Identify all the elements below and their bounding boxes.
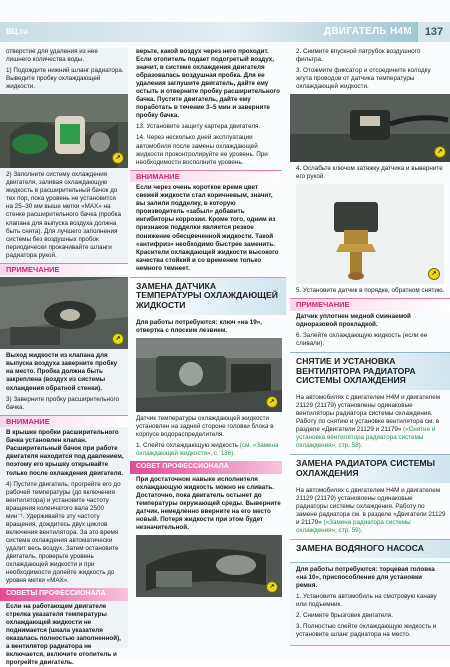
paragraph: 1) Подождите нижний шланг радиатора. Выведите пробку охлаждающей жидкости. [6, 67, 124, 91]
photo-connector [290, 94, 450, 162]
tip-heading: СОВЕТЫ ПРОФЕССИОНАЛА [0, 588, 128, 601]
warning-heading: ВНИМАНИЕ [130, 170, 282, 183]
column-right [290, 48, 450, 648]
photo-image [136, 535, 282, 597]
paragraph: Если на работающем двигателе стрелка указателя температуры охлаждающей жидкости не поднимается (шкала указателя оказалась полностью заполненной), а вентилятор радиатора не включается, включите отопитель и прогрейте двигатель. [6, 603, 121, 667]
paragraph: 13. Установите защиту картера двигателя. [136, 123, 261, 131]
step: 2. Снимите брызговик двигателя. [296, 611, 394, 619]
photo-image [0, 94, 128, 168]
paragraph: верьте, какой воздух через него проходит. Если отопитель подает подогретый воздух, значит, в системе охлаждения двигателя образовалась воздушная пробка. Для ее удаления заглушите двигатель, дайте ему остыть и отверните пробку расширительного бачка. Пустите двигатель, дайте ему поработать в течение 3–5 мин и заверните пробку бачка. [136, 48, 280, 120]
photo-air-intake [136, 535, 282, 597]
section-title: ДВИГАТЕЛЬ Н4М [323, 26, 412, 37]
photo-valve [0, 277, 128, 349]
paragraph [296, 487, 446, 535]
photo-marker: ↗ [434, 146, 446, 158]
section-heading-pump: ЗАМЕНА ВОДЯНОГО НАСОСА [290, 539, 450, 558]
paragraph [296, 394, 446, 450]
fan-text: На автомобилях с двигателем Н4М и двигателем 21129 (21179) установлены одинаковые вентиляторы радиатора системы охлаждения. Работу по снятию и установке вентилятора см. в разделе «Двигатели 21129 и 21179» [296, 394, 441, 434]
radiator-text: На автомобилях с двигателем Н4М и двигателем 21129 (21179) установлены одинаковые радиаторы системы охлаждения. Работу по замене радиатора см. в разделе «Двигатели 21129 и 21179» [296, 486, 446, 526]
note-heading: ПРИМЕЧАНИЕ [0, 263, 128, 276]
photo-sensor-part [296, 184, 444, 284]
warning-heading: ВНИМАНИЕ [0, 415, 128, 428]
paragraph [136, 442, 282, 458]
paragraph: 3. Отожмите фиксатор и отсоедините колодку жгута проводов от датчика температуры охлаждающей жидкости. [296, 67, 431, 91]
header-section-band [240, 22, 418, 42]
page-number: 137 [418, 22, 450, 42]
paragraph: В крышке пробки расширительного бачка установлен клапан. Расширительный бачок при работе двигателя находится под давлением, поэтому его крышку открывайте только после охлаждения двигателя. [6, 429, 124, 477]
photo-marker: ↗ [266, 396, 278, 408]
photo-marker: ↗ [428, 268, 440, 280]
tools-box [290, 562, 450, 646]
paragraph: Если через очень короткое время цвет свежей жидкости стал коричневым, значит, вы залили подделку, в которую производитель «забыл» добавить ингибиторы коррозии. Кроме того, одним из признаков подделки является резкое понижение обесцвеченной жидкости. Такой «антифриз» необходимо быстрее заменить. Красители охлаждающей жидкости высокого качества стойкий и со временем только немного темнеет. [136, 184, 279, 272]
note-heading: ПРИМЕЧАНИЕ [290, 298, 450, 311]
header-left-band [0, 22, 250, 42]
cross-reference-link[interactable]: (см. «Замена охлаждающей жидкости», с. 136). [136, 441, 279, 457]
column-middle [136, 48, 282, 648]
photo-sensor-location [136, 338, 282, 412]
paragraph: Датчик уплотнен медной сминаемой одноразовой прокладкой. [296, 312, 411, 329]
section-heading-fan: СНЯТИЕ И УСТАНОВКА ВЕНТИЛЯТОРА РАДИАТОРА СИСТЕМЫ ОХЛАЖДЕНИЯ [290, 352, 450, 390]
section-heading-sensor: ЗАМЕНА ДАТЧИКА ТЕМПЕРАТУРЫ ОХЛАЖДАЮЩЕЙ ЖИДКОСТИ [130, 277, 286, 315]
step: 1. Установите автомобиль на смотровую канаву или подъемник. [296, 592, 437, 608]
paragraph: 4. Ослабьте ключом затяжку датчика и выверните его рукой. [296, 165, 443, 181]
paragraph: 3) Заверните пробку расширительного бачка. [6, 395, 120, 411]
paragraph: 4) Пустите двигатель, прогрейте его до рабочей температуры (до включения вентилятора) и установите частоту вращения коленчатого вала 2500 мин⁻¹. Удерживайте эту частоту вращения, дождитесь двух циклов включения вентилятора. За это время система охлаждения автоматически удалит весь воздух. Затем остановите двигатель, проверьте уровень охлаждающей жидкости и при необходимости долейте жидкость до уровня метки «MAX». [6, 480, 121, 585]
step-text: 1. Слейте охлаждающую жидкость [136, 441, 240, 449]
paragraph: Выход жидкости из клапана для выпуска воздуха заверните пробку на место. Пробка должна быть закреплена (воздух из системы охлаждения обратной стенки). [6, 352, 118, 392]
photo-image [296, 184, 444, 284]
paragraph: 6. Залейте охлаждающую жидкость (если ее сливали). [296, 332, 428, 348]
photo-caption: Датчик температуры охлаждающей жидкости установлен на задней стороне головки блока в корпусе водораспределителя. [136, 414, 274, 438]
photo-image [290, 94, 450, 162]
tools-line: Для работы потребуются: торцевая головка «на 10», приспособление для установки ремня. [296, 565, 435, 589]
step: 3. Полностью слейте охлаждающую жидкость и установите шланг радиатора на место. [296, 622, 437, 638]
photo-image [136, 338, 282, 412]
paragraph: 2. Снимите впускной патрубок воздушного фильтра. [296, 48, 421, 64]
photo-image [0, 277, 128, 349]
photo-marker: ↗ [266, 581, 278, 593]
column-left [0, 48, 128, 667]
photo-reservoir [0, 94, 128, 168]
paragraph: 14. Через несколько дней эксплуатации автомобиля после замены охлаждающей жидкости проконтролируйте ее уровень. При необходимости восполните уровень. [136, 134, 268, 166]
tools-line: Для работы потребуются: ключ «на 19», отвертка с плоским лезвием. [136, 318, 263, 334]
site-logo: ВЦ.ru [6, 27, 28, 36]
photo-marker: ↗ [112, 152, 124, 164]
cross-reference-link[interactable]: («Снятие и установка вентилятора радиатора системы охлаждения», стр. 58). [296, 426, 436, 450]
tip-heading: СОВЕТ ПРОФЕССИОНАЛА [130, 461, 282, 474]
paragraph: 5. Установите датчик в порядке, обратном снятию. [296, 287, 445, 295]
section-heading-radiator: ЗАМЕНА РАДИАТОРА СИСТЕМЫ ОХЛАЖДЕНИЯ [290, 454, 450, 482]
paragraph: отверстие для удаления из нее лишнего количества воды. [6, 48, 98, 64]
paragraph: 2) Заполните систему охлаждения двигателя, заливая охлаждающую жидкость в расширительный бачок до тех пор, пока уровень не установится на 25–30 мм выше метки «MAX» на стенке расширительного бачка (пробка клапана для выпуска воздуха должна быть снята). Для лучшего заполнения системы без воздушных пробок периодически прокачивайте шланги радиатора рукой. [6, 171, 121, 259]
paragraph: При достаточном навыке исполнителя охлаждающую жидкость можно не сливать. Достаточно, пока двигатель остынет до температуры окружающей среды. Выверните датчик, немедленно вверните на его место новый. Потеря жидкости при этом будет незначительной. [136, 475, 281, 532]
cross-reference-link[interactable]: («Замена радиатора системы охлаждения», стр. 59). [296, 518, 411, 534]
page-header [0, 22, 450, 42]
photo-marker: ↗ [112, 333, 124, 345]
